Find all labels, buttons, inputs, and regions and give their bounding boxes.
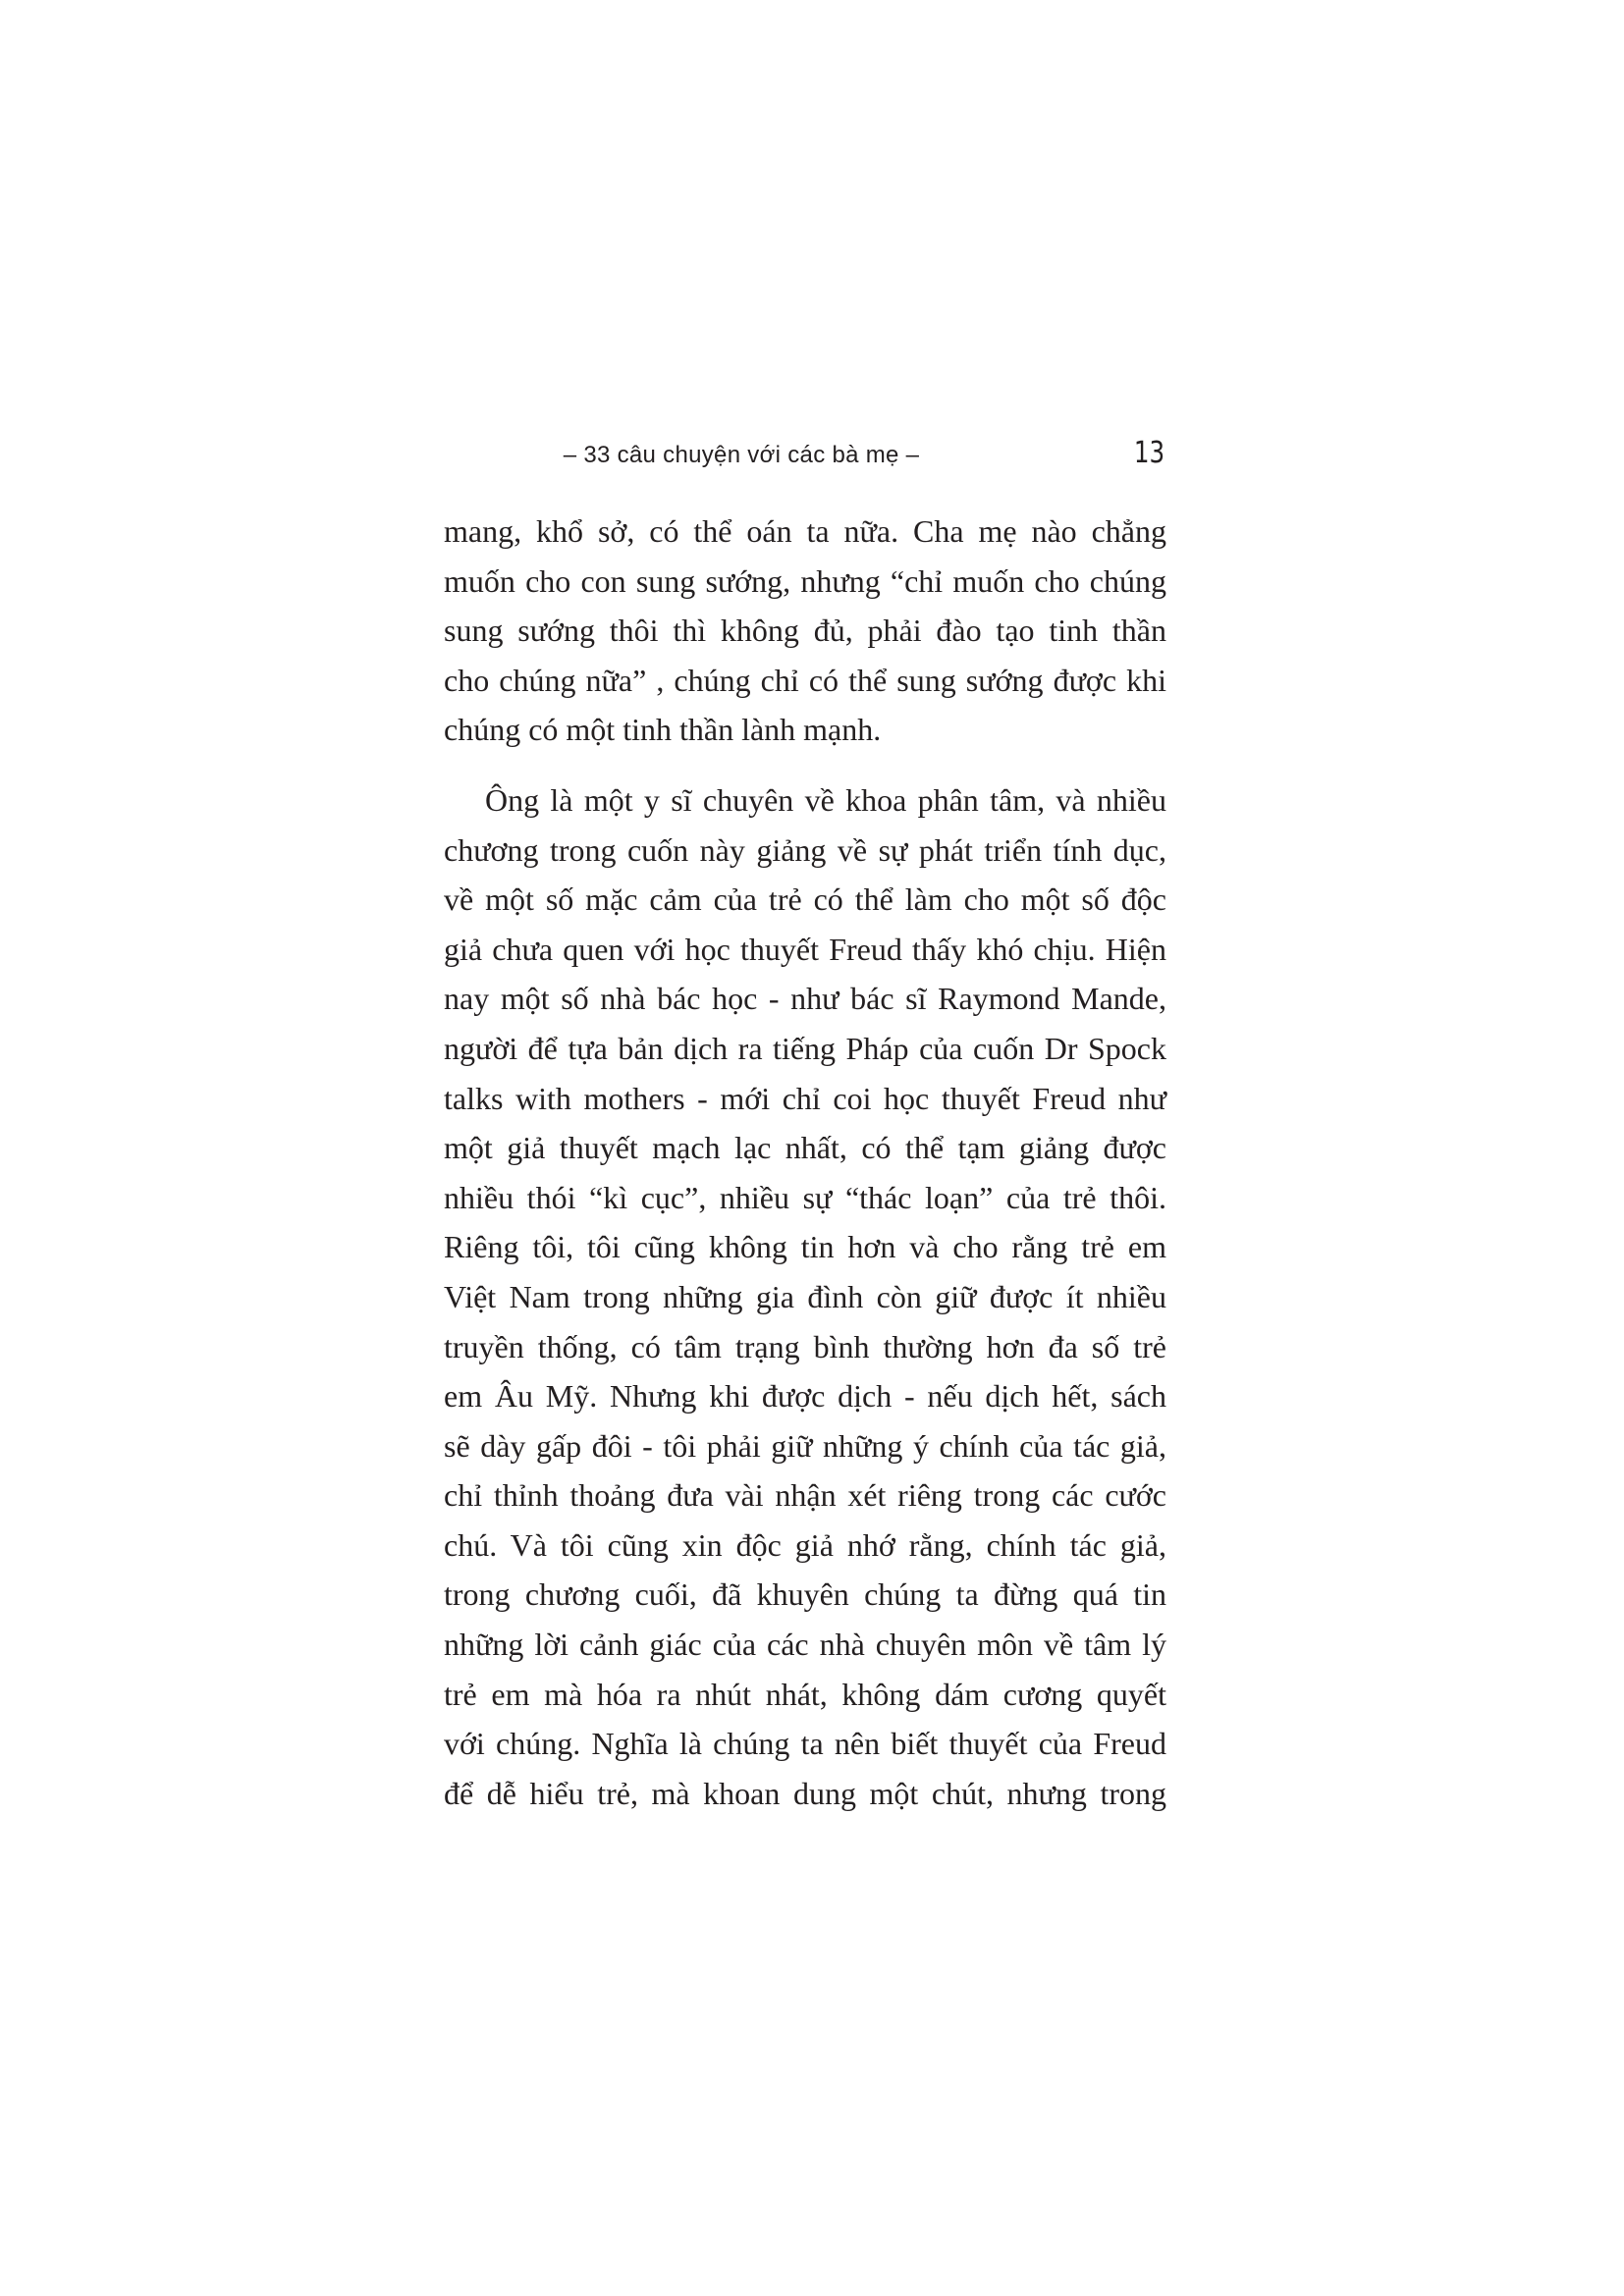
text-line: trong chương cuối, đã khuyên chúng ta đừng quá tin <box>444 1576 1166 1613</box>
text-line: nay một số nhà bác học - như bác sĩ Raymond Mande, <box>444 981 1166 1017</box>
text-line: mang, khổ sở, có thể oán ta nữa. Cha mẹ nào chẳng <box>444 513 1166 549</box>
text-line: Việt Nam trong những gia đình còn giữ được ít nhiều <box>444 1278 1166 1314</box>
text-line: sẽ dày gấp đôi - tôi phải giữ những ý chính của tác giả, <box>444 1427 1166 1464</box>
text-line: Ông là một y sĩ chuyên về khoa phân tâm, và nhiều <box>485 781 1166 818</box>
text-line: những lời cảnh giác của các nhà chuyên môn về tâm lý <box>444 1627 1166 1663</box>
text-line: giả chưa quen với học thuyết Freud thấy khó chịu. Hiện <box>444 931 1166 967</box>
text-line: về một số mặc cảm của trẻ có thể làm cho một số độc <box>444 881 1166 918</box>
text-line: với chúng. Nghĩa là chúng ta nên biết thuyết của Freud <box>444 1726 1166 1762</box>
text-line: trẻ em mà hóa ra nhút nhát, không dám cương quyết <box>444 1676 1166 1712</box>
running-title: – 33 câu chuyện với các bà mẹ – <box>563 442 920 468</box>
text-line: Riêng tôi, tôi cũng không tin hơn và cho rằng trẻ em <box>444 1229 1166 1265</box>
text-line: để dễ hiểu trẻ, mà khoan dung một chút, nhưng trong <box>444 1775 1166 1811</box>
text-line: talks with mothers - mới chỉ coi học thuyết Freud như <box>444 1080 1166 1116</box>
text-line: cho chúng nữa” , chúng chỉ có thể sung sướng được khi <box>444 662 1166 698</box>
text-line: một giả thuyết mạch lạc nhất, có thể tạm giảng được <box>444 1130 1166 1166</box>
text-line: chỉ thỉnh thoảng đưa vài nhận xét riêng trong các cước <box>444 1477 1166 1514</box>
paragraph-1 <box>444 507 1166 755</box>
text-line: chú. Và tôi cũng xin độc giả nhớ rằng, chính tác giả, <box>444 1526 1166 1563</box>
body-text <box>444 507 1166 1818</box>
text-line: nhiều thói “kì cục”, nhiều sự “thác loạn” của trẻ thôi. <box>444 1179 1166 1215</box>
text-line: chương trong cuốn này giảng về sự phát triển tính dục, <box>444 831 1166 868</box>
text-line: chúng có một tinh thần lành mạnh. <box>444 712 882 748</box>
text-line: sung sướng thôi thì không đủ, phải đào tạo tinh thần <box>444 613 1166 649</box>
paragraph-2 <box>444 775 1166 1818</box>
text-line: truyền thống, có tâm trạng bình thường hơn đa số trẻ <box>444 1328 1166 1364</box>
page-number: 13 <box>1133 436 1164 470</box>
text-line: người để tựa bản dịch ra tiếng Pháp của cuốn Dr Spock <box>444 1030 1166 1066</box>
text-line: em Âu Mỹ. Nhưng khi được dịch - nếu dịch hết, sách <box>444 1378 1166 1415</box>
text-line: muốn cho con sung sướng, nhưng “chỉ muốn cho chúng <box>444 562 1166 599</box>
running-header <box>442 436 1168 475</box>
